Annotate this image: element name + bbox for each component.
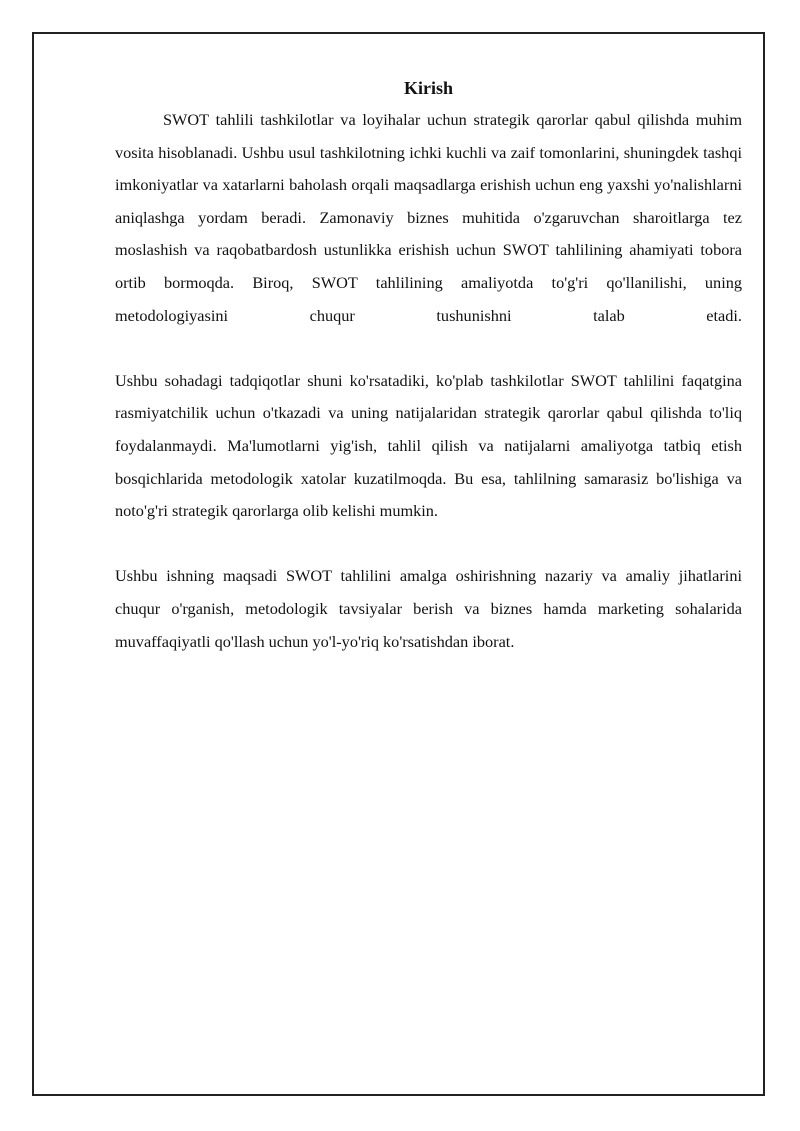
- paragraph-gap: [115, 528, 742, 561]
- section-title: Kirish: [403, 78, 453, 98]
- paragraph-introduction: SWOT tahlili tashkilotlar va loyihalar uchun strategik qarorlar qabul qilishda muhim vosita hisoblanadi. Ushbu usul tashkilotning ichki kuchli va zaif tomonlarini, shuningdek tashqi imkoniyatlar va xatarlarni baholash orqali maqsadlarga erishish uchun eng yaxshi yo'nalishlarni aniqlashga yordam beradi. Zamonaviy biznes muhitida o'zgaruvchan sharoitlarga tez moslashish va raqobatbardosh ustunlikka erishish uchun SWOT tahlilining ahamiyati tobora ortib bormoqda. Biroq, SWOT tahlilining amaliyotda to'g'ri qo'llanilishi, uning metodologiyasini chuqur tushunishni talab etadi.: [115, 110, 742, 325]
- paragraph-research-findings: Ushbu sohadagi tadqiqotlar shuni ko'rsatadiki, ko'plab tashkilotlar SWOT tahlilini faqatgina rasmiyatchilik uchun o'tkazadi va uning natijalaridan strategik qarorlar qabul qilishda to'liq foydalanmaydi. Ma'lumotlarni yig'ish, tahlil qilish va natijalarni amaliyotga tatbiq etish bosqichlarida metodologik xatolar kuzatilmoqda. Bu esa, tahlilning samarasiz bo'lishiga va noto'g'ri strategik qarorlarga olib kelishi mumkin.: [115, 370, 742, 521]
- paragraph-purpose: Ushbu ishning maqsadi SWOT tahlilini amalga oshirishning nazariy va amaliy jihatlarini chuqur o'rganish, metodologik tavsiyalar berish va biznes hamda marketing sohalarida muvaffaqiyatli qo'llash uchun yo'l-yo'riq ko'rsatishdan iborat.: [115, 566, 742, 651]
- paragraph-gap: [115, 332, 742, 365]
- document-body: [115, 74, 742, 658]
